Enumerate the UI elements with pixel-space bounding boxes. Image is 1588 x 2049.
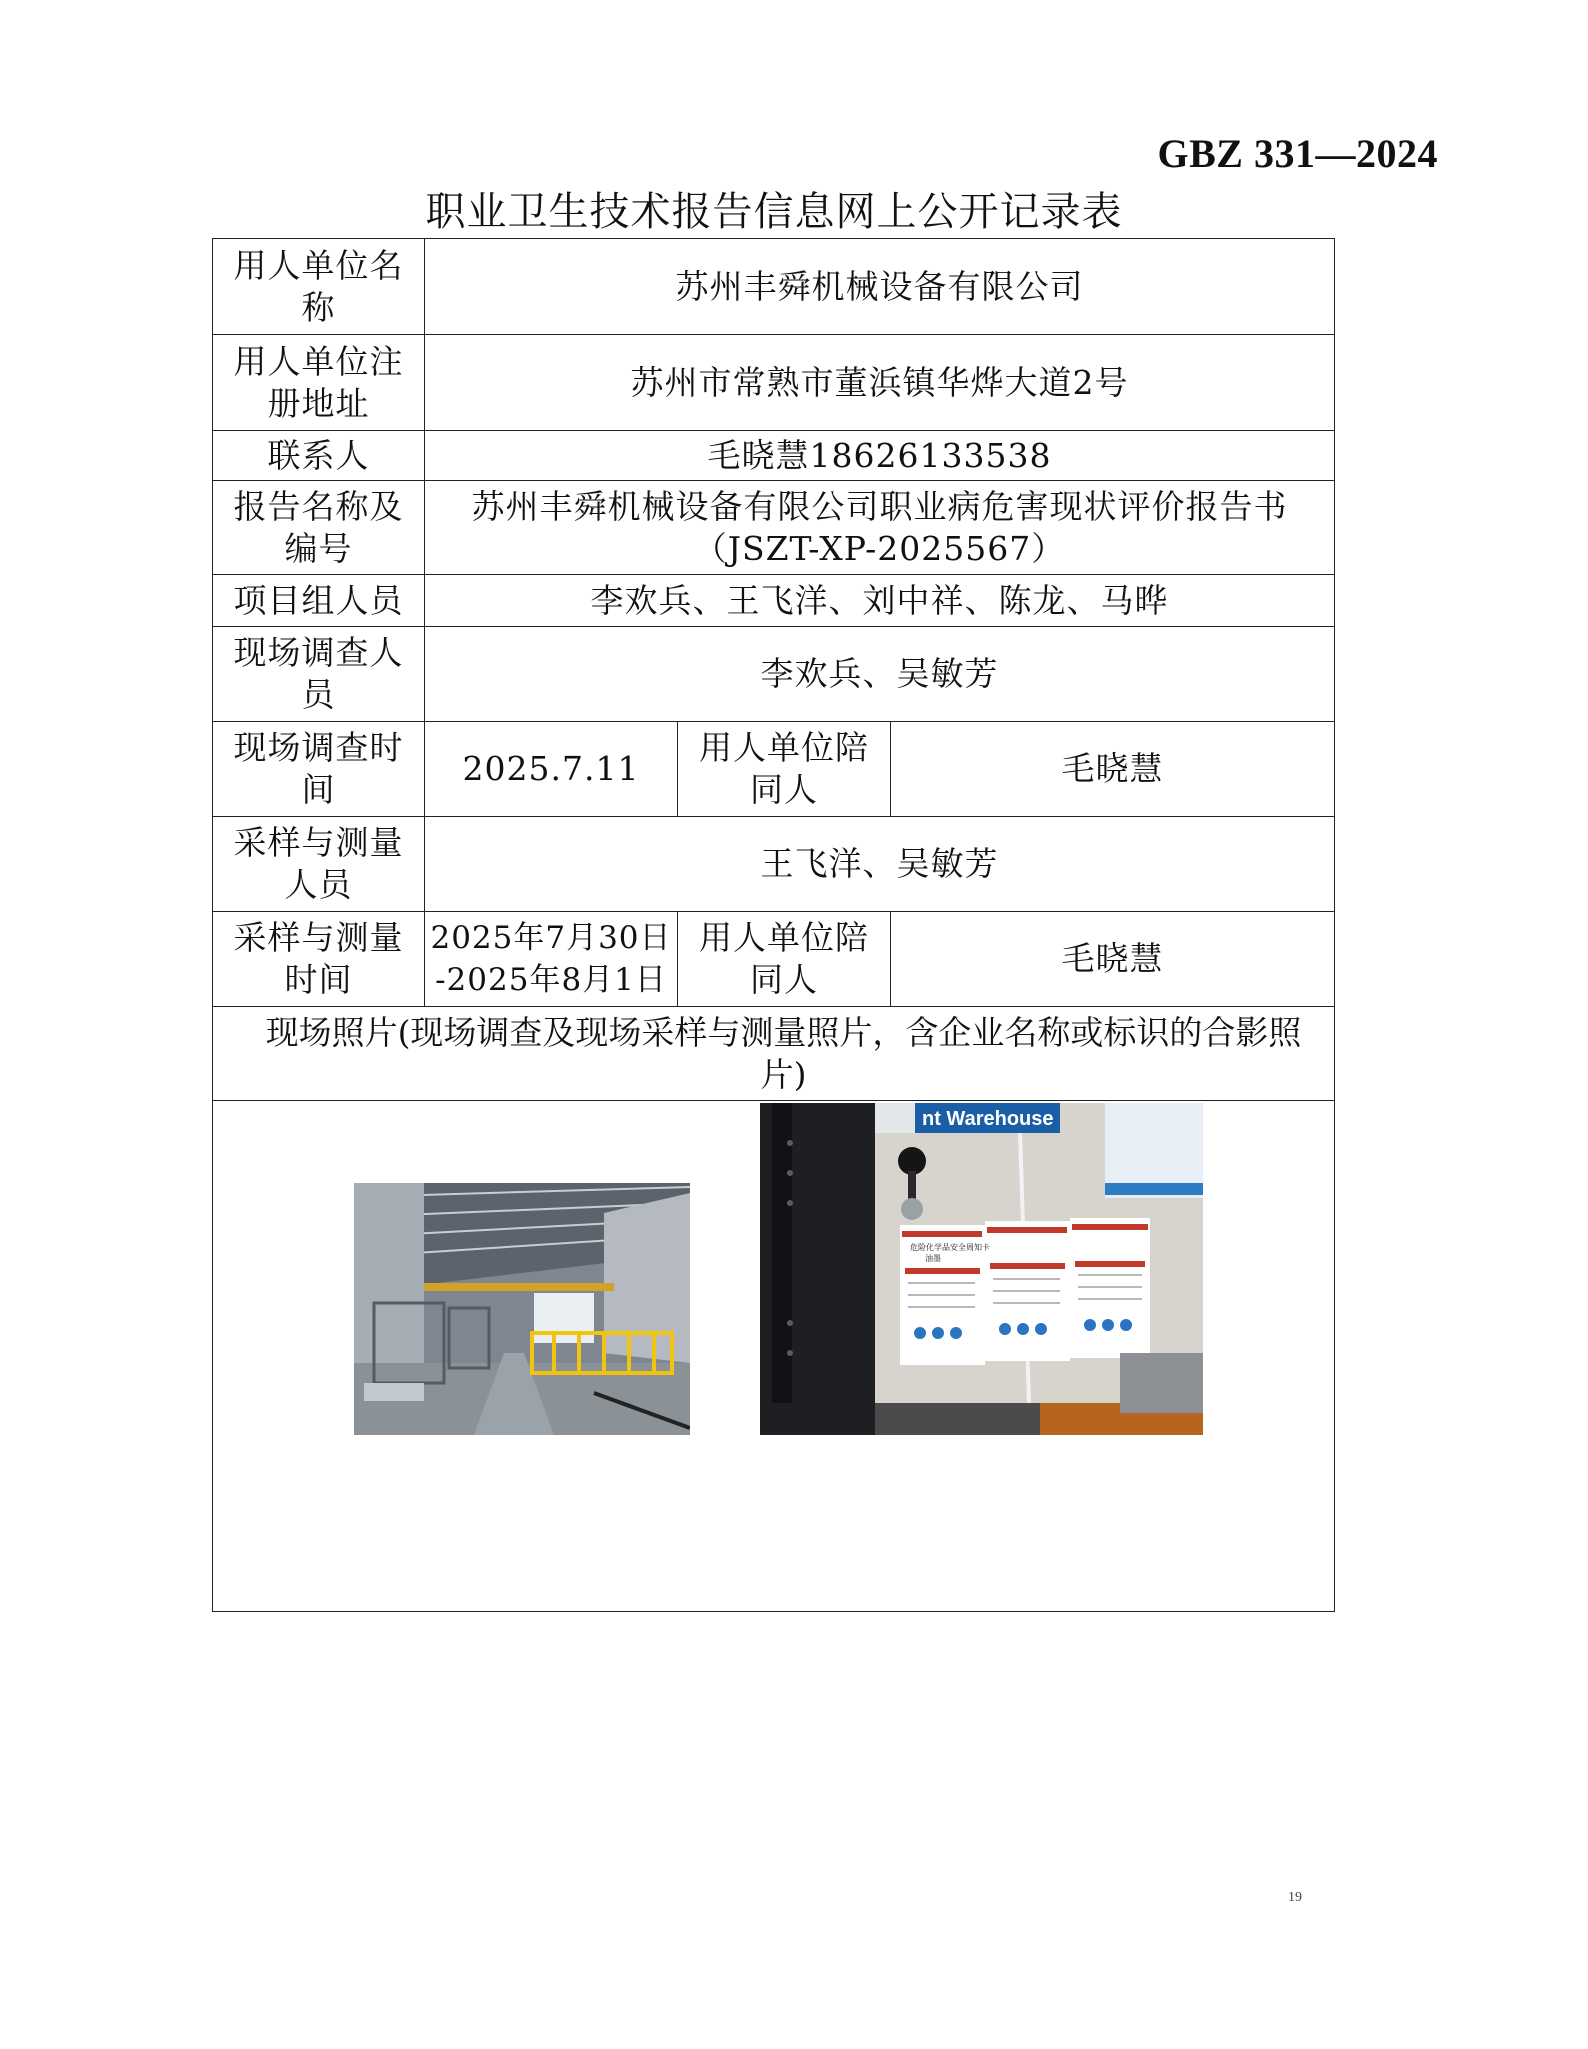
- sampling-time-value: [425, 912, 678, 1007]
- photos-caption: 现场照片(现场调查及现场采样与测量照片，含企业名称或标识的合影照片): [213, 1007, 1335, 1101]
- photos-cell: [213, 1101, 1335, 1612]
- photos-area: [219, 1103, 1328, 1609]
- factory-interior-image: [354, 1183, 690, 1435]
- survey-companion-label: 用人单位陪同人: [678, 722, 891, 817]
- survey-time-label: 现场调查时间: [213, 722, 425, 817]
- sampling-time-label: 采样与测量时间: [213, 912, 425, 1007]
- employer-address-label: 用人单位注册地址: [213, 335, 425, 431]
- employer-name-label: 用人单位名称: [213, 239, 425, 335]
- row-employer-name: [213, 239, 1335, 335]
- warehouse-wall-image: [760, 1103, 1203, 1435]
- row-employer-address: [213, 335, 1335, 431]
- survey-staff-value: 李欢兵、吴敏芳: [425, 627, 1335, 722]
- project-team-label: 项目组人员: [213, 575, 425, 627]
- standard-code: GBZ 331—2024: [1157, 131, 1438, 176]
- row-project-team: [213, 575, 1335, 627]
- sampling-time-start: 2025年7月30日: [430, 920, 672, 956]
- sampling-time-end: -2025年8月1日: [435, 962, 667, 998]
- report-number: （JSZT-XP-2025567）: [693, 528, 1066, 568]
- survey-staff-label: 现场调查人员: [213, 627, 425, 722]
- sampling-staff-value: 王飞洋、吴敏芳: [425, 817, 1335, 912]
- employer-address-value: 苏州市常熟市董浜镇华烨大道2号: [425, 335, 1335, 431]
- contact-label: 联系人: [213, 431, 425, 481]
- row-survey-staff: [213, 627, 1335, 722]
- survey-companion-value: 毛晓慧: [891, 722, 1335, 817]
- row-report: [213, 481, 1335, 575]
- warehouse-wall-photo: [760, 1103, 1203, 1435]
- label-card-subtitle: 油墨: [925, 1254, 941, 1263]
- row-sampling-staff: [213, 817, 1335, 912]
- report-value: [425, 481, 1335, 575]
- safety-label-cards: [900, 1218, 1150, 1365]
- report-name: 苏州丰舜机械设备有限公司职业病危害现状评价报告书: [471, 486, 1288, 526]
- document-title: 职业卫生技术报告信息网上公开记录表: [425, 189, 1123, 235]
- project-team-value: 李欢兵、王飞洋、刘中祥、陈龙、马晔: [425, 575, 1335, 627]
- row-contact: [213, 431, 1335, 481]
- row-photos-caption: [213, 1007, 1335, 1101]
- factory-interior-photo: [354, 1183, 690, 1435]
- row-survey-time: [213, 722, 1335, 817]
- warehouse-sign-text: nt Warehouse: [922, 1108, 1054, 1130]
- page-number: 19: [1288, 1890, 1302, 1905]
- row-photos: [213, 1101, 1335, 1612]
- sampling-staff-label: 采样与测量人员: [213, 817, 425, 912]
- sampling-companion-value: 毛晓慧: [891, 912, 1335, 1007]
- record-table: [212, 238, 1335, 1612]
- employer-name-value: 苏州丰舜机械设备有限公司: [425, 239, 1335, 335]
- survey-time-value: 2025.7.11: [425, 722, 678, 817]
- contact-value: 毛晓慧18626133538: [425, 431, 1335, 481]
- label-card-title: 危险化学品安全周知卡: [910, 1243, 990, 1252]
- row-sampling-time: [213, 912, 1335, 1007]
- report-label: 报告名称及编号: [213, 481, 425, 575]
- sampling-companion-label: 用人单位陪同人: [678, 912, 891, 1007]
